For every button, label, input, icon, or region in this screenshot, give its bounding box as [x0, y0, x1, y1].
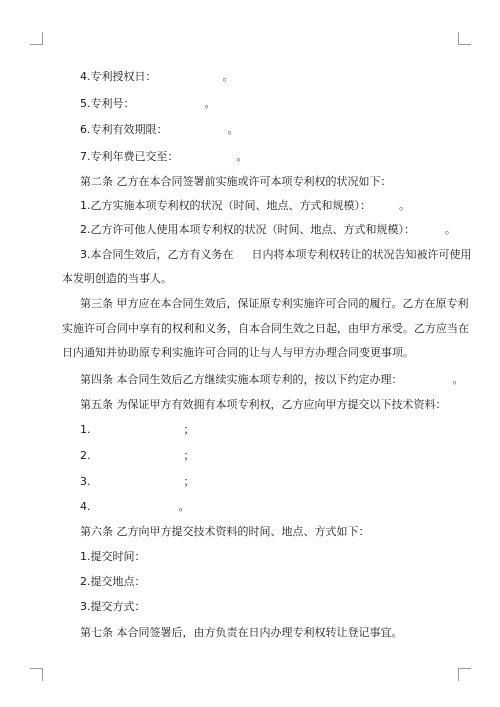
patent-grant-date-label: 4.专利授权日：	[80, 70, 157, 83]
article-2-item-2: 2.乙方许可他人使用本项专利权的状况（时间、地点、方式和规模）： 。	[80, 223, 456, 236]
annual-fee-label: 7.专利年费已交至：	[80, 150, 179, 163]
patent-validity-line	[80, 123, 239, 137]
patent-validity-end: 。	[227, 123, 239, 136]
article-2-item-1: 1.乙方实施本项专利权的状况（时间、地点、方式和规模）： 。	[80, 199, 410, 212]
crop-mark-top-left	[30, 32, 43, 45]
article-4: 第四条 本合同生效后乙方继续实施本项专利的，按以下约定办理： 。	[80, 373, 464, 386]
tech-material-item-4: 4. 。	[80, 500, 190, 513]
patent-grant-date-end: 。	[222, 70, 234, 83]
article-3-para-1: 第三条 甲方应在本合同生效后，保证原专利实施许可合同的履行。乙方在原专利	[80, 297, 469, 310]
article-2-item-3-cont: 本发明创造的当事人。	[62, 272, 172, 285]
article-2-heading: 第二条 乙方在本合同签署前实施或许可本项专利权的状况如下：	[80, 175, 392, 188]
patent-number-label: 5.专利号：	[80, 97, 135, 110]
crop-mark-top-right	[458, 32, 471, 45]
article-2-item-3: 3.本合同生效后，乙方有义务在 日内将本项专利权转让的状况告知被许可使用	[80, 248, 472, 261]
article-3-para-2: 实施许可合同中享有的权利和义务，自本合同生效之日起，由甲方承受。乙方应当在	[62, 322, 469, 335]
submission-method: 3.提交方式：	[80, 600, 146, 613]
article-5-heading: 第五条 为保证甲方有效拥有本项专利权，乙方应向甲方提交以下技术资料：	[80, 398, 447, 411]
patent-grant-date-line	[80, 70, 234, 84]
crop-mark-bottom-right	[458, 668, 471, 681]
article-6-heading: 第六条 乙方向甲方提交技术资料的时间、地点、方式如下：	[80, 525, 370, 538]
patent-number-end: 。	[204, 97, 216, 110]
tech-material-item-1: 1. ；	[80, 423, 195, 436]
article-3-para-3: 日内通知并协助原专利实施许可合同的让与人与甲方办理合同变更事项。	[62, 346, 414, 359]
tech-material-item-3: 3. ；	[80, 475, 195, 488]
submission-time: 1.提交时间：	[80, 550, 146, 563]
article-7: 第七条 本合同签署后，由方负责在日内办理专利权转让登记事宜。	[80, 626, 403, 639]
crop-mark-bottom-left	[30, 668, 43, 681]
patent-validity-label: 6.专利有效期限：	[80, 123, 168, 136]
annual-fee-end: 。	[236, 150, 248, 163]
patent-number-line	[80, 97, 216, 111]
submission-place: 2.提交地点：	[80, 575, 146, 588]
tech-material-item-2: 2. ；	[80, 449, 195, 462]
annual-fee-line	[80, 150, 248, 164]
